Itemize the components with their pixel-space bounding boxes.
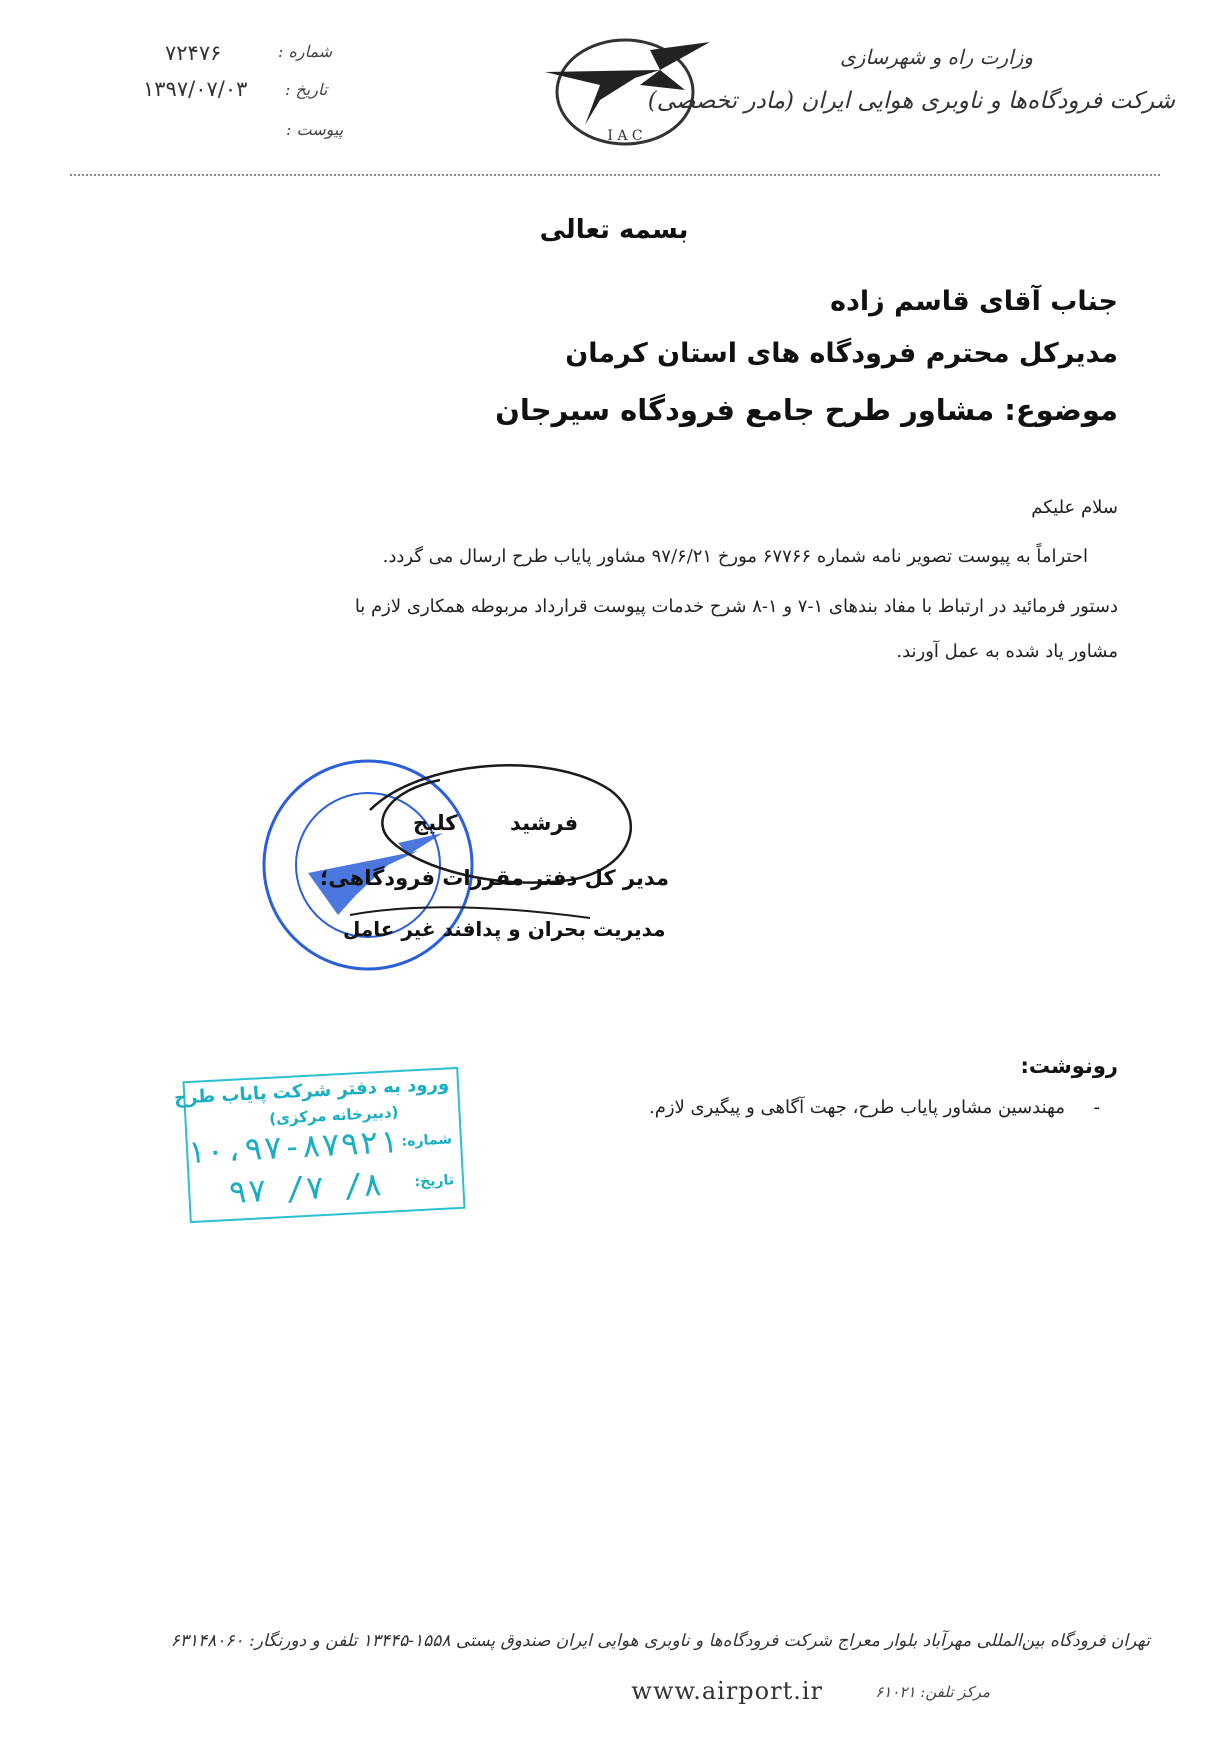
signer-last-name: کلیج (413, 811, 458, 835)
footer-website[interactable]: www.airport.ir (631, 1677, 823, 1705)
recipient-name: جناب آقای قاسم زاده (830, 286, 1118, 317)
signer-first-name: فرشید (510, 811, 579, 835)
signer-title-2: مدیریت بحران و پدافند غیر عامل (343, 917, 666, 941)
attachment-label: پیوست : (286, 120, 344, 139)
body-line-2: دستور فرمائید در ارتباط با مفاد بندهای ۱-۷ و ۱-۸ شرح خدمات پیوست قرارداد مربوطه همکاری لازم با (354, 596, 1118, 617)
footer-address: تهران فرودگاه بین‌المللی مهرآباد بلوار معراج شرکت فرودگاه‌ها و ناوبری هوایی ایران صندوق پستی ۱۵۵۸-۱۳۴۴۵ تلفن و دورنگار: ۶۳۱۴۸۰۶۰ (170, 1631, 1150, 1651)
bismillah: بسمه تعالی (539, 215, 689, 245)
cc-bullet: - (1093, 1097, 1100, 1118)
receipt-date-label: تاریخ: (414, 1172, 455, 1191)
subject-line: موضوع: مشاور طرح جامع فرودگاه سیرجان (495, 393, 1118, 427)
company-logo (540, 30, 715, 150)
ministry-name: وزارت راه و شهرسازی (840, 45, 1033, 69)
number-value: ۷۲۴۷۶ (165, 41, 222, 65)
number-label: شماره : (278, 42, 333, 61)
cc-label: رونوشت: (1020, 1054, 1118, 1078)
signer-title: مدیر کل دفتر مقررات فرودگاهی؛ (320, 866, 669, 890)
header-divider (70, 174, 1160, 176)
footer-center-phone: مرکز تلفن: ۶۱۰۲۱ (875, 1683, 990, 1701)
logo-letters: I A C (607, 128, 643, 144)
recipient-title: مدیرکل محترم فرودگاه های استان کرمان (565, 338, 1118, 369)
receipt-number-value: ۱۰،۹۷-۸۷۹۲۱ (185, 1122, 399, 1172)
body-line-1: احتراماً به پیوست تصویر نامه شماره ۶۷۷۶۶ مورخ ۹۷/۶/۲۱ مشاور پایاب طرح ارسال می گردد. (382, 546, 1088, 567)
receipt-stamp-title: ورود به دفتر شرکت پایاب طرح (173, 1073, 450, 1109)
receipt-date-value: ۹۷ /۷ /۸ (227, 1165, 384, 1212)
receipt-stamp (173, 1067, 465, 1223)
receipt-number-label: شماره: (401, 1131, 453, 1150)
receipt-stamp-subtitle: (دبیرخانه مرکزی) (268, 1103, 399, 1128)
logo-bird-left (545, 70, 660, 125)
date-value: ۱۳۹۷/۰۷/۰۳ (143, 77, 248, 101)
body-line-3: مشاور یاد شده به عمل آورند. (896, 641, 1118, 662)
cc-item: مهندسین مشاور پایاب طرح، جهت آگاهی و پیگیری لازم. (649, 1097, 1065, 1118)
date-label: تاریخ : (285, 80, 328, 99)
greeting: سلام علیکم (1031, 497, 1118, 518)
company-name: شرکت فرودگاه‌ها و ناوبری هوایی ایران (مادر تخصصی) (647, 88, 1175, 114)
